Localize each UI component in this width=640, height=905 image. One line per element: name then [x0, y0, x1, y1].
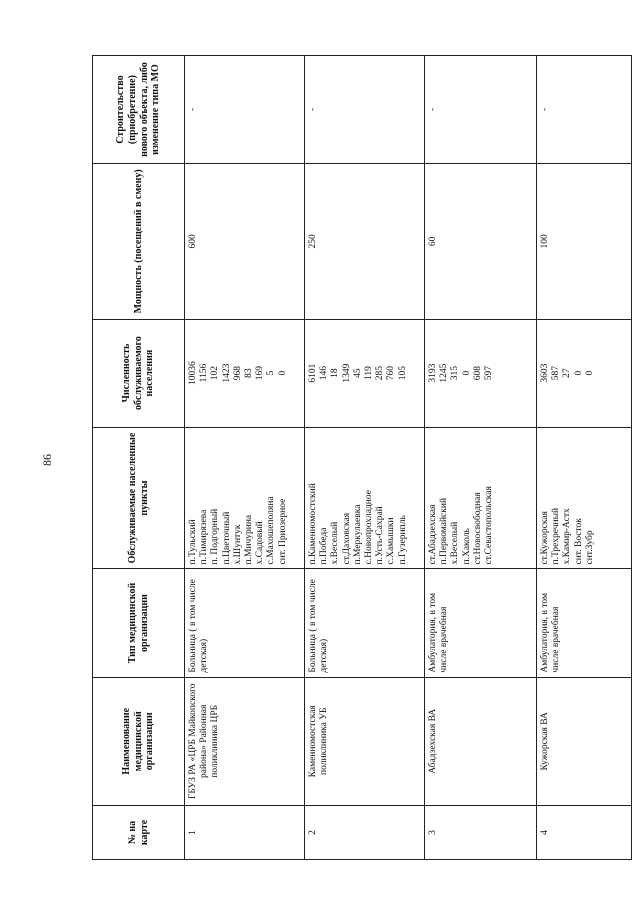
- population-list-line: 587: [551, 365, 562, 381]
- settlement-list-line: п.Трехречный: [551, 507, 562, 565]
- settlement-list-line: х.Веселый: [450, 521, 461, 565]
- table-row: [305, 56, 425, 860]
- settlement-list-line: ст.Новосвободная: [472, 492, 483, 565]
- settlement-list-line: п.Цветочный: [221, 511, 232, 565]
- construction-value: -: [185, 56, 305, 164]
- row-num: 3: [425, 805, 537, 859]
- settlement-list-line: п.Победа: [319, 527, 330, 565]
- row-num: 4: [537, 805, 632, 859]
- population-list-line: 27: [562, 368, 573, 378]
- header-construction: Строительство (приобретение) нового объекта, либо изменение типа МО: [93, 56, 185, 164]
- page-number: 86: [40, 454, 54, 466]
- population-list-line: 3193: [428, 363, 438, 383]
- population-list-line: 10036: [188, 361, 198, 385]
- population-list-line: 608: [472, 365, 483, 381]
- population-list-line: 6101: [308, 363, 318, 383]
- settlement-list-line: п.Меркулаевка: [352, 504, 363, 565]
- population-list-line: 5: [266, 370, 277, 376]
- population-list-line: 169: [255, 365, 266, 381]
- population-list-line: 105: [397, 365, 408, 381]
- settlement-list-line: п.Хаколь: [461, 528, 472, 565]
- header-settlements: Обслуживаемые населенные пункты: [93, 427, 185, 569]
- settlement-list-line: с.Хамышки: [386, 517, 397, 565]
- header-type: Тип медицинской организации: [93, 569, 185, 677]
- settlement-list-line: с.Махошеполяна: [266, 496, 277, 565]
- table-row: [185, 56, 305, 860]
- settlement-list: [185, 427, 305, 569]
- table-body: [185, 56, 632, 860]
- population-list-line: 83: [244, 368, 255, 378]
- settlement-list-line: х.Камир-Астх: [562, 508, 573, 565]
- org-name: Каменномостская поликлиника УБ: [305, 677, 425, 805]
- settlement-list-line: снт. Восток: [573, 518, 584, 565]
- population-list: [305, 319, 425, 427]
- settlement-list-line: п.Тульский: [188, 519, 198, 565]
- settlement-list-line: ст.Даховская: [341, 512, 352, 565]
- population-list-line: 119: [364, 366, 375, 381]
- population-list: [425, 319, 537, 427]
- org-name: Кужорская ВА: [537, 677, 632, 805]
- settlement-list-line: ст.Абадзехская: [428, 504, 438, 565]
- rotated-table-container: [92, 55, 595, 860]
- capacity-value: 600: [185, 164, 305, 319]
- population-list-line: 315: [450, 365, 461, 381]
- population-list-line: 1349: [341, 363, 352, 383]
- settlement-list-line: с.Новопрохладное: [364, 490, 375, 565]
- header-name: Наименование медицинской организации: [93, 677, 185, 805]
- population-list-line: 102: [210, 365, 221, 381]
- construction-value: -: [305, 56, 425, 164]
- population-list: [537, 319, 632, 427]
- population-list-line: 0: [461, 370, 472, 376]
- population-list-line: 45: [352, 368, 363, 378]
- settlement-list-line: снт. Приозерное: [277, 498, 288, 565]
- construction-value: -: [425, 56, 537, 164]
- header-population: Численность обслуживаемого населения: [93, 319, 185, 427]
- settlement-list-line: п.Первомайский: [439, 497, 450, 565]
- settlement-list-line: ст.Кужорская: [540, 511, 550, 565]
- settlement-list: [537, 427, 632, 569]
- settlement-list-line: п.Гузерипль: [397, 515, 408, 565]
- row-num: 1: [185, 805, 305, 859]
- settlement-list-line: х.Веселый: [330, 521, 341, 565]
- settlement-list-line: снт.Зубр: [584, 530, 595, 565]
- settlement-list: [305, 427, 425, 569]
- org-name: ГБУЗ РА «ЦРБ Майкопского района» Районная поликлиника ЦРБ: [185, 677, 305, 805]
- settlement-list-line: х.Шунтук: [232, 524, 243, 565]
- settlement-list: [425, 427, 537, 569]
- settlement-list-line: п.Усть-Сахрай: [375, 506, 386, 565]
- population-list-line: 18: [330, 368, 341, 378]
- table-row: [425, 56, 537, 860]
- org-type: Амбулатория, в том числе врачебная: [537, 569, 632, 677]
- org-name: Абадзехская ВА: [425, 677, 537, 805]
- row-num: 2: [305, 805, 425, 859]
- population-list-line: 146: [319, 365, 330, 381]
- org-type: Больница ( в том числе детская): [305, 569, 425, 677]
- table-header-row: [93, 56, 185, 860]
- capacity-value: 250: [305, 164, 425, 319]
- population-list-line: 0: [277, 370, 288, 376]
- settlement-list-line: п.Тимирязева: [199, 509, 210, 565]
- settlement-list-line: п. Подгорный: [210, 508, 221, 565]
- population-list-line: 0: [584, 370, 595, 376]
- capacity-value: 60: [425, 164, 537, 319]
- population-list-line: 3603: [540, 363, 550, 383]
- table-row: [537, 56, 632, 860]
- population-list-line: 1156: [199, 363, 210, 383]
- population-list-line: 1245: [439, 363, 450, 383]
- population-list-line: 597: [484, 365, 495, 381]
- settlement-list-line: х.Садовый: [255, 521, 266, 565]
- settlement-list-line: ст.Севастопольская: [484, 486, 495, 565]
- org-type: Больница ( в том числе детская): [185, 569, 305, 677]
- construction-value: -: [537, 56, 632, 164]
- capacity-value: 100: [537, 164, 632, 319]
- population-list: [185, 319, 305, 427]
- header-capacity: Мощность (посещений в смену): [93, 164, 185, 319]
- header-num: № на карте: [93, 805, 185, 859]
- population-list-line: 968: [232, 365, 243, 381]
- population-list-line: 760: [386, 365, 397, 381]
- population-list-line: 0: [573, 370, 584, 376]
- org-type: Амбулатория, в том числе врачебная: [425, 569, 537, 677]
- facilities-table: [92, 55, 632, 860]
- settlement-list-line: п.Каменномостский: [308, 483, 318, 565]
- population-list-line: 1423: [221, 363, 232, 383]
- settlement-list-line: п.Мичурина: [244, 514, 255, 565]
- population-list-line: 285: [375, 365, 386, 381]
